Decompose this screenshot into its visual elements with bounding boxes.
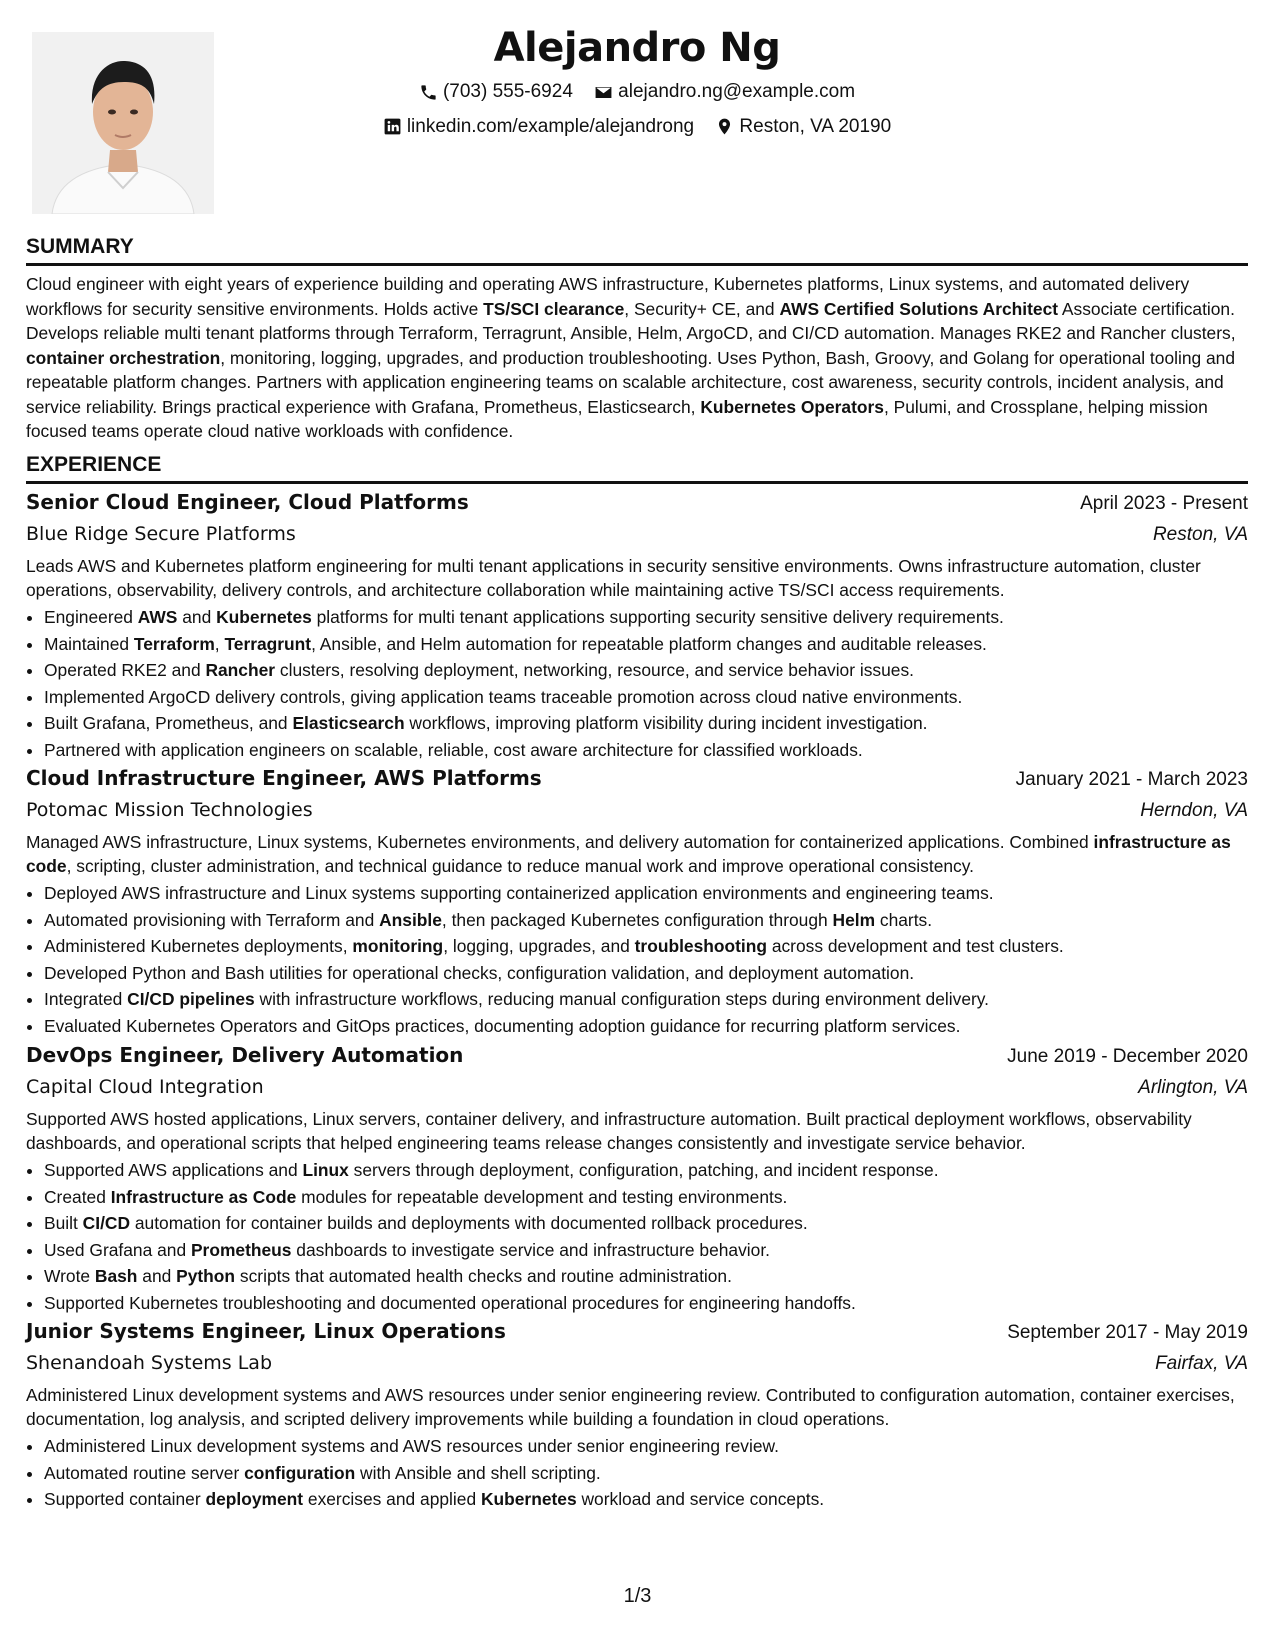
- contact-row-secondary: [26, 115, 1248, 144]
- job-bullet-text: Evaluated Kubernetes Operators and GitOps practices, documenting adoption guidance for recurring platform services.: [44, 1015, 961, 1036]
- job-bullet-text: Created: [44, 1186, 111, 1207]
- job-bullet-text: Operated RKE2 and: [44, 660, 206, 680]
- job-bullet-text: servers through deployment, configuration, patching, and incident response.: [348, 1160, 939, 1180]
- job-title: Cloud Infrastructure Engineer, AWS Platforms: [26, 766, 542, 790]
- job-company: Shenandoah Systems Lab: [26, 1352, 273, 1374]
- summary-text: Associate certification. Develops reliable multi tenant platforms through Terraform, Terragrunt, Ansible, Helm, ArgoCD, and CI/CD automation. Manages RKE2 and Rancher clusters,: [26, 298, 1236, 343]
- job-bullet-text: automation for container builds and deployments with documented rollback procedures.: [130, 1213, 808, 1233]
- job-description: [26, 830, 1248, 878]
- job-description: [26, 554, 1248, 602]
- job-bullet-emphasis: Python: [176, 1266, 236, 1286]
- job-title: Junior Systems Engineer, Linux Operations: [26, 1319, 506, 1343]
- job-bullet: [44, 1263, 1248, 1290]
- job-company-row: [26, 1072, 1248, 1103]
- job-bullet: [44, 1486, 1248, 1513]
- job-bullet-emphasis: CI/CD: [82, 1213, 131, 1233]
- job-bullet-emphasis: Terragrunt: [224, 633, 312, 654]
- job-bullet-text: Wrote: [44, 1266, 95, 1286]
- job-bullet-text: Automated routine server: [44, 1462, 245, 1483]
- job-bullet-emphasis: Bash: [94, 1266, 138, 1286]
- resume-header: [26, 22, 1248, 143]
- summary-text: , Security+ CE, and: [624, 298, 780, 319]
- job-location: Arlington, VA: [1138, 1077, 1248, 1098]
- job-bullet-list: [26, 1433, 1248, 1513]
- phone-icon: [419, 83, 438, 102]
- job-bullet-text: clusters, resolving deployment, networking, resource, and service behavior issues.: [275, 660, 914, 680]
- job-bullet-text: and: [177, 607, 217, 627]
- job-bullet-text: charts.: [875, 909, 933, 930]
- job-bullet-text: workload and service concepts.: [576, 1489, 825, 1509]
- job-bullet-emphasis: monitoring: [352, 936, 444, 956]
- experience-heading: EXPERIENCE: [26, 451, 1248, 484]
- job-description: [26, 1107, 1248, 1155]
- job-title-row: [26, 1040, 1248, 1072]
- job-bullet: [44, 880, 1248, 907]
- phone-contact: [419, 80, 573, 104]
- job-company: Capital Cloud Integration: [26, 1076, 264, 1098]
- job-bullet-emphasis: Elasticsearch: [292, 713, 405, 733]
- job-bullet-list: [26, 1157, 1248, 1316]
- job-bullet-text: Supported AWS applications and: [44, 1160, 303, 1180]
- job-bullet-text: ,: [214, 633, 225, 654]
- job-bullet-text: across development and test clusters.: [766, 936, 1064, 956]
- job-bullet: [44, 1184, 1248, 1211]
- job-bullet-emphasis: configuration: [244, 1462, 356, 1483]
- job-entry: [26, 1040, 1248, 1316]
- job-bullet-emphasis: Rancher: [205, 660, 276, 680]
- job-company-row: [26, 1348, 1248, 1379]
- summary-emphasis: TS/SCI clearance: [483, 298, 625, 319]
- job-bullet-list: [26, 880, 1248, 1039]
- job-bullet-text: , then packaged Kubernetes configuration through: [441, 909, 833, 930]
- job-bullet-emphasis: Prometheus: [190, 1239, 292, 1260]
- envelope-icon: [594, 83, 613, 102]
- job-description-text: Supported AWS hosted applications, Linux servers, container delivery, and infrastructure automation. Built practical deployment workflows, observability dashboards, and operational scripts that helped engineering teams release changes consistently and investigate service behavior.: [26, 1109, 1192, 1153]
- job-location: Herndon, VA: [1140, 800, 1248, 821]
- job-dates: June 2019 - December 2020: [1007, 1046, 1248, 1067]
- job-bullet-text: Built: [44, 1213, 83, 1233]
- job-bullet-emphasis: Kubernetes: [216, 607, 312, 627]
- job-bullet: [44, 1460, 1248, 1487]
- summary-text: , monitoring, logging, upgrades, and production troubleshooting. Uses Python, Bash, Groovy, and Golang for operational tooling and repeatable platform changes. Partners with application engineering teams on scalable architecture, cost awareness, security controls, incident analysis, and service reliability. Brings practical experience with Grafana, Prometheus, Elasticsearch,: [26, 347, 1236, 417]
- email-address[interactable]: alejandro.ng@example.com: [618, 81, 856, 102]
- job-company-row: [26, 519, 1248, 550]
- job-bullet-text: Deployed AWS infrastructure and Linux systems supporting containerized application environments and engineering teams.: [44, 883, 994, 903]
- job-bullet-text: workflows, improving platform visibility during incident investigation.: [404, 713, 928, 733]
- job-entry: [26, 763, 1248, 1039]
- page-number: 1/3: [623, 1585, 652, 1607]
- linkedin-icon: [383, 117, 402, 136]
- job-bullet-emphasis: Terraform: [133, 633, 215, 654]
- job-dates: April 2023 - Present: [1080, 493, 1248, 514]
- job-dates: September 2017 - May 2019: [1007, 1322, 1248, 1343]
- job-entry: [26, 487, 1248, 763]
- summary-heading: SUMMARY: [26, 233, 1248, 266]
- job-bullet-emphasis: Kubernetes: [480, 1489, 577, 1509]
- job-bullet: [44, 1433, 1248, 1460]
- job-description-text: Leads AWS and Kubernetes platform engineering for multi tenant applications in security sensitive environments. Owns infrastructure automation, cluster operations, observability, delivery controls, and architecture collaboration while maintaining active TS/SCI access requirements.: [26, 556, 1201, 600]
- job-title: DevOps Engineer, Delivery Automation: [26, 1043, 464, 1067]
- job-bullet-text: Maintained: [44, 633, 134, 654]
- job-title: Senior Cloud Engineer, Cloud Platforms: [26, 490, 469, 514]
- job-bullet-text: exercises and applied: [303, 1489, 481, 1509]
- job-bullet-text: with Ansible and shell scripting.: [355, 1462, 601, 1483]
- job-bullet: [44, 960, 1248, 987]
- summary-text: Cloud engineer with eight years of experience building and operating AWS infrastructure, Kubernetes platforms, Linux systems, and automated delivery workflows for security sensitive environments. Holds active: [26, 274, 1190, 319]
- job-bullet-emphasis: deployment: [205, 1489, 304, 1509]
- job-bullet-emphasis: CI/CD pipelines: [127, 989, 255, 1009]
- job-title-row: [26, 763, 1248, 795]
- job-bullet: [44, 604, 1248, 631]
- job-bullet-text: with infrastructure workflows, reducing manual configuration steps during environment delivery.: [254, 989, 990, 1009]
- job-bullet-emphasis: Helm: [832, 909, 876, 930]
- job-bullet-text: , Ansible, and Helm automation for repeatable platform changes and auditable releases.: [311, 633, 987, 654]
- job-bullet-text: scripts that automated health checks and routine administration.: [235, 1266, 732, 1286]
- map-pin-icon: [715, 117, 734, 136]
- job-company: Potomac Mission Technologies: [26, 799, 313, 821]
- job-bullet-emphasis: Ansible: [379, 909, 442, 930]
- job-bullet: [44, 1210, 1248, 1237]
- job-description: [26, 1383, 1248, 1431]
- job-bullet-text: Supported container: [44, 1489, 206, 1509]
- job-bullet-text: Integrated: [44, 989, 128, 1009]
- email-contact[interactable]: [594, 80, 855, 104]
- job-bullet-emphasis: troubleshooting: [634, 936, 767, 956]
- job-bullet: [44, 933, 1248, 960]
- contact-row-primary: [26, 80, 1248, 109]
- job-bullet-text: Administered Kubernetes deployments,: [44, 936, 353, 956]
- job-dates: January 2021 - March 2023: [1015, 769, 1248, 790]
- job-bullet-text: and: [137, 1266, 177, 1286]
- job-bullet: [44, 737, 1248, 764]
- job-bullet-text: Automated provisioning with Terraform and: [44, 909, 380, 930]
- job-entry: [26, 1316, 1248, 1513]
- job-bullet-text: Partnered with application engineers on scalable, reliable, cost aware architecture for classified workloads.: [44, 739, 863, 760]
- job-bullet: [44, 1237, 1248, 1264]
- summary-text: , Pulumi, and Crossplane, helping mission focused teams operate cloud native workloads with confidence.: [26, 396, 1208, 441]
- job-bullet-text: , logging, upgrades, and: [443, 936, 635, 956]
- job-bullet-text: Engineered: [44, 607, 138, 627]
- job-description-text: Administered Linux development systems and AWS resources under senior engineering review. Contributed to configuration automation, container exercises, documentation, log analysis, and scripted delivery improvements while building a foundation in cloud operations.: [26, 1385, 1235, 1429]
- job-title-row: [26, 1316, 1248, 1348]
- job-bullet-emphasis: Infrastructure as Code: [110, 1186, 297, 1207]
- job-bullet-text: platforms for multi tenant applications supporting security sensitive delivery requirements.: [311, 607, 1004, 627]
- job-bullet-text: Supported Kubernetes troubleshooting and documented operational procedures for engineering handoffs.: [44, 1292, 856, 1313]
- job-bullet: [44, 631, 1248, 658]
- job-location: Reston, VA: [1152, 524, 1248, 545]
- job-bullet: [44, 657, 1248, 684]
- job-location: Fairfax, VA: [1155, 1353, 1248, 1374]
- phone-number: (703) 555-6924: [442, 81, 573, 102]
- job-description-text: Managed AWS infrastructure, Linux systems, Kubernetes environments, and delivery automation for containerized applications. Combined: [26, 832, 1094, 852]
- linkedin-contact[interactable]: [383, 115, 694, 139]
- candidate-name: Alejandro Ng: [493, 25, 781, 71]
- location-text: Reston, VA 20190: [739, 115, 892, 137]
- job-bullet-text: Implemented ArgoCD delivery controls, giving application teams traceable promotion across cloud native environments.: [44, 686, 963, 707]
- job-bullet-text: modules for repeatable development and testing environments.: [296, 1186, 788, 1207]
- job-bullet-text: Built Grafana, Prometheus, and: [44, 713, 293, 733]
- job-bullet-text: dashboards to investigate service and infrastructure behavior.: [291, 1239, 770, 1260]
- job-description-emphasis: infrastructure as code: [26, 832, 1231, 876]
- job-title-row: [26, 487, 1248, 519]
- job-bullet: [44, 986, 1248, 1013]
- job-bullet: [44, 684, 1248, 711]
- job-company-row: [26, 795, 1248, 826]
- summary-emphasis: Kubernetes Operators: [700, 396, 884, 417]
- job-bullet-emphasis: AWS: [137, 607, 178, 627]
- job-bullet-emphasis: Linux: [302, 1160, 349, 1180]
- job-bullet-text: Administered Linux development systems and AWS resources under senior engineering review.: [44, 1436, 779, 1456]
- location-contact: [715, 115, 891, 139]
- job-bullet-text: Developed Python and Bash utilities for operational checks, configuration validation, and deployment automation.: [44, 962, 915, 983]
- summary-paragraph: [26, 272, 1248, 444]
- job-bullet: [44, 1157, 1248, 1184]
- summary-emphasis: container orchestration: [26, 347, 221, 368]
- job-bullet: [44, 1290, 1248, 1317]
- job-bullet-list: [26, 604, 1248, 763]
- job-company: Blue Ridge Secure Platforms: [26, 523, 296, 545]
- job-bullet-text: Used Grafana and: [44, 1239, 191, 1260]
- job-bullet: [44, 1013, 1248, 1040]
- summary-emphasis: AWS Certified Solutions Architect: [779, 298, 1059, 319]
- job-bullet: [44, 710, 1248, 737]
- linkedin-url[interactable]: linkedin.com/example/alejandrong: [406, 115, 695, 137]
- job-description-text: , scripting, cluster administration, and technical guidance to reduce manual work and improve operational consistency.: [66, 856, 974, 876]
- job-bullet: [44, 907, 1248, 934]
